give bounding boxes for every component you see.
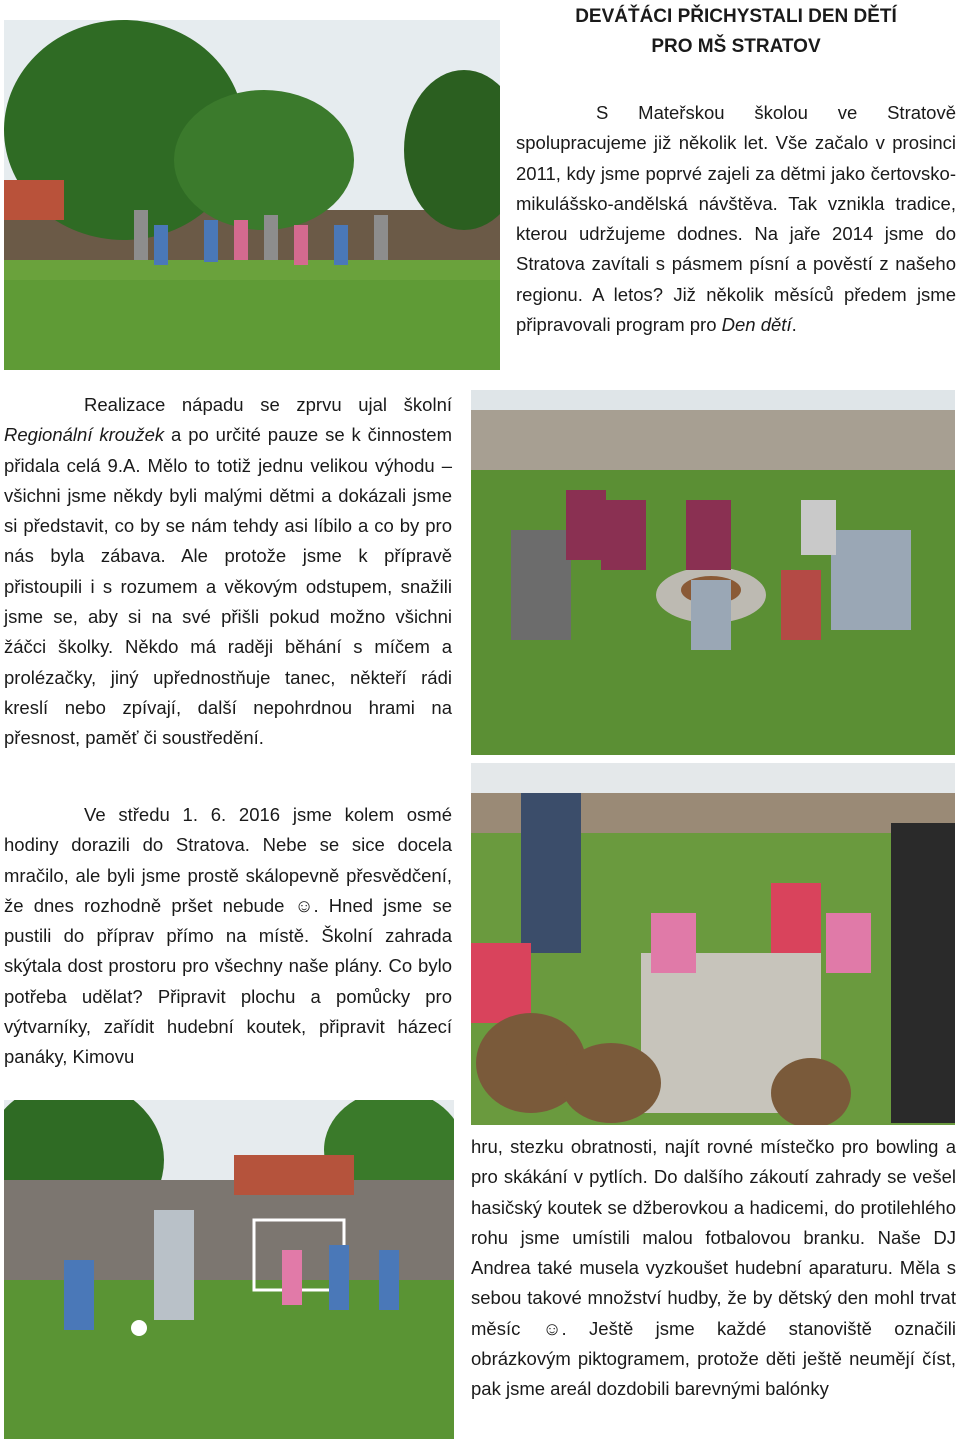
regional-club-italic: Regionální kroužek [4,424,165,446]
article-title [516,2,956,62]
photo-football-garden [4,1100,454,1439]
paragraph-realization-start: Realizace nápadu se zprvu ujal školní [84,394,452,415]
den-deti-italic: Den dětí [721,314,792,336]
paragraph-realization-text: a po určité pauze se k činnostem přidala celá 9.A. Mělo to totiž jednu velikou výhodu – všichni jsme někdy byli malými dětmi a dokázali jsme si představit, co by se nám tehdy asi líbilo a co by pro nás byla zábava. Ale protože jsme k přípravě přistoupili i s rozumem a věkovým odstupem, snažili jsme se, aby si na své přišli pokud možno všichni žáčci školky. Někdo má raději běhání s míčem a prolézačky, jiný upřednostňuje tanec, někteří rádi kreslí nebo zpívají, další nepohrdnou hrami na přesnost, paměť či soustředění. [4,424,452,749]
paragraph-realization [4,390,452,754]
photo-kids-circle-game [4,20,500,370]
paragraph-wednesday [4,800,452,1073]
paragraph-wednesday-text: Ve středu 1. 6. 2016 jsme kolem osmé hodiny dorazili do Stratova. Nebe se sice docela mračilo, ale byli jsme prostě skálopevně přesvědčení, že dnes rozhodně pršet nebude ☺. Hned jsme se pustili do příprav přímo na místě. Školní zahrada skýtala dost prostoru pro všechny naše plány. Co bylo potřeba udělat? Připravit plochu a pomůcky pro výtvarníky, zařídit hudební koutek, připravit házecí panáky, Kimovu [4,804,452,1068]
title-line-2: PRO MŠ STRATOV [651,36,821,57]
paragraph-stations [471,1132,956,1405]
title-line-1: DEVÁŤÁCI PŘICHYSTALI DEN DĚTÍ [575,6,897,27]
paragraph-intro-text: S Mateřskou školou ve Stratově spolupracujeme již několik let. Vše začalo v prosinci 2011, kdy jsme poprvé zajeli za dětmi jako čertovsko-mikulášsko-andělská návštěva. Tak vznikla tradice, kterou udržujeme dodnes. Na jaře 2014 jsme do Stratova zavítali s pásmem písní a pověstí z našeho regionu. A letos? Již několik měsíců předem jsme připravovali program pro [516,102,956,336]
photo-kids-at-table [471,763,955,1125]
paragraph-intro [516,98,956,340]
photo-sitting-circle [471,390,955,755]
paragraph-stations-text: hru, stezku obratnosti, najít rovné místečko pro bowling a pro skákání v pytlích. Do dalšího zákoutí zahrady se vešel hasičský koutek se džberovkou a hadicemi, do protilehlého rohu jsme umístili malou fotbalovou branku. Naše DJ Andrea také musela vyzkoušet hudební aparaturu. Měla s sebou takové množství hudby, že by dětský den mohl trvat měsíc ☺. Ještě jsme každé stanoviště označili obrázkovým piktogramem, protože děti ještě neumějí číst, pak jsme areál dozdobili barevnými balónky [471,1136,956,1400]
paragraph-intro-end: . [791,314,797,336]
